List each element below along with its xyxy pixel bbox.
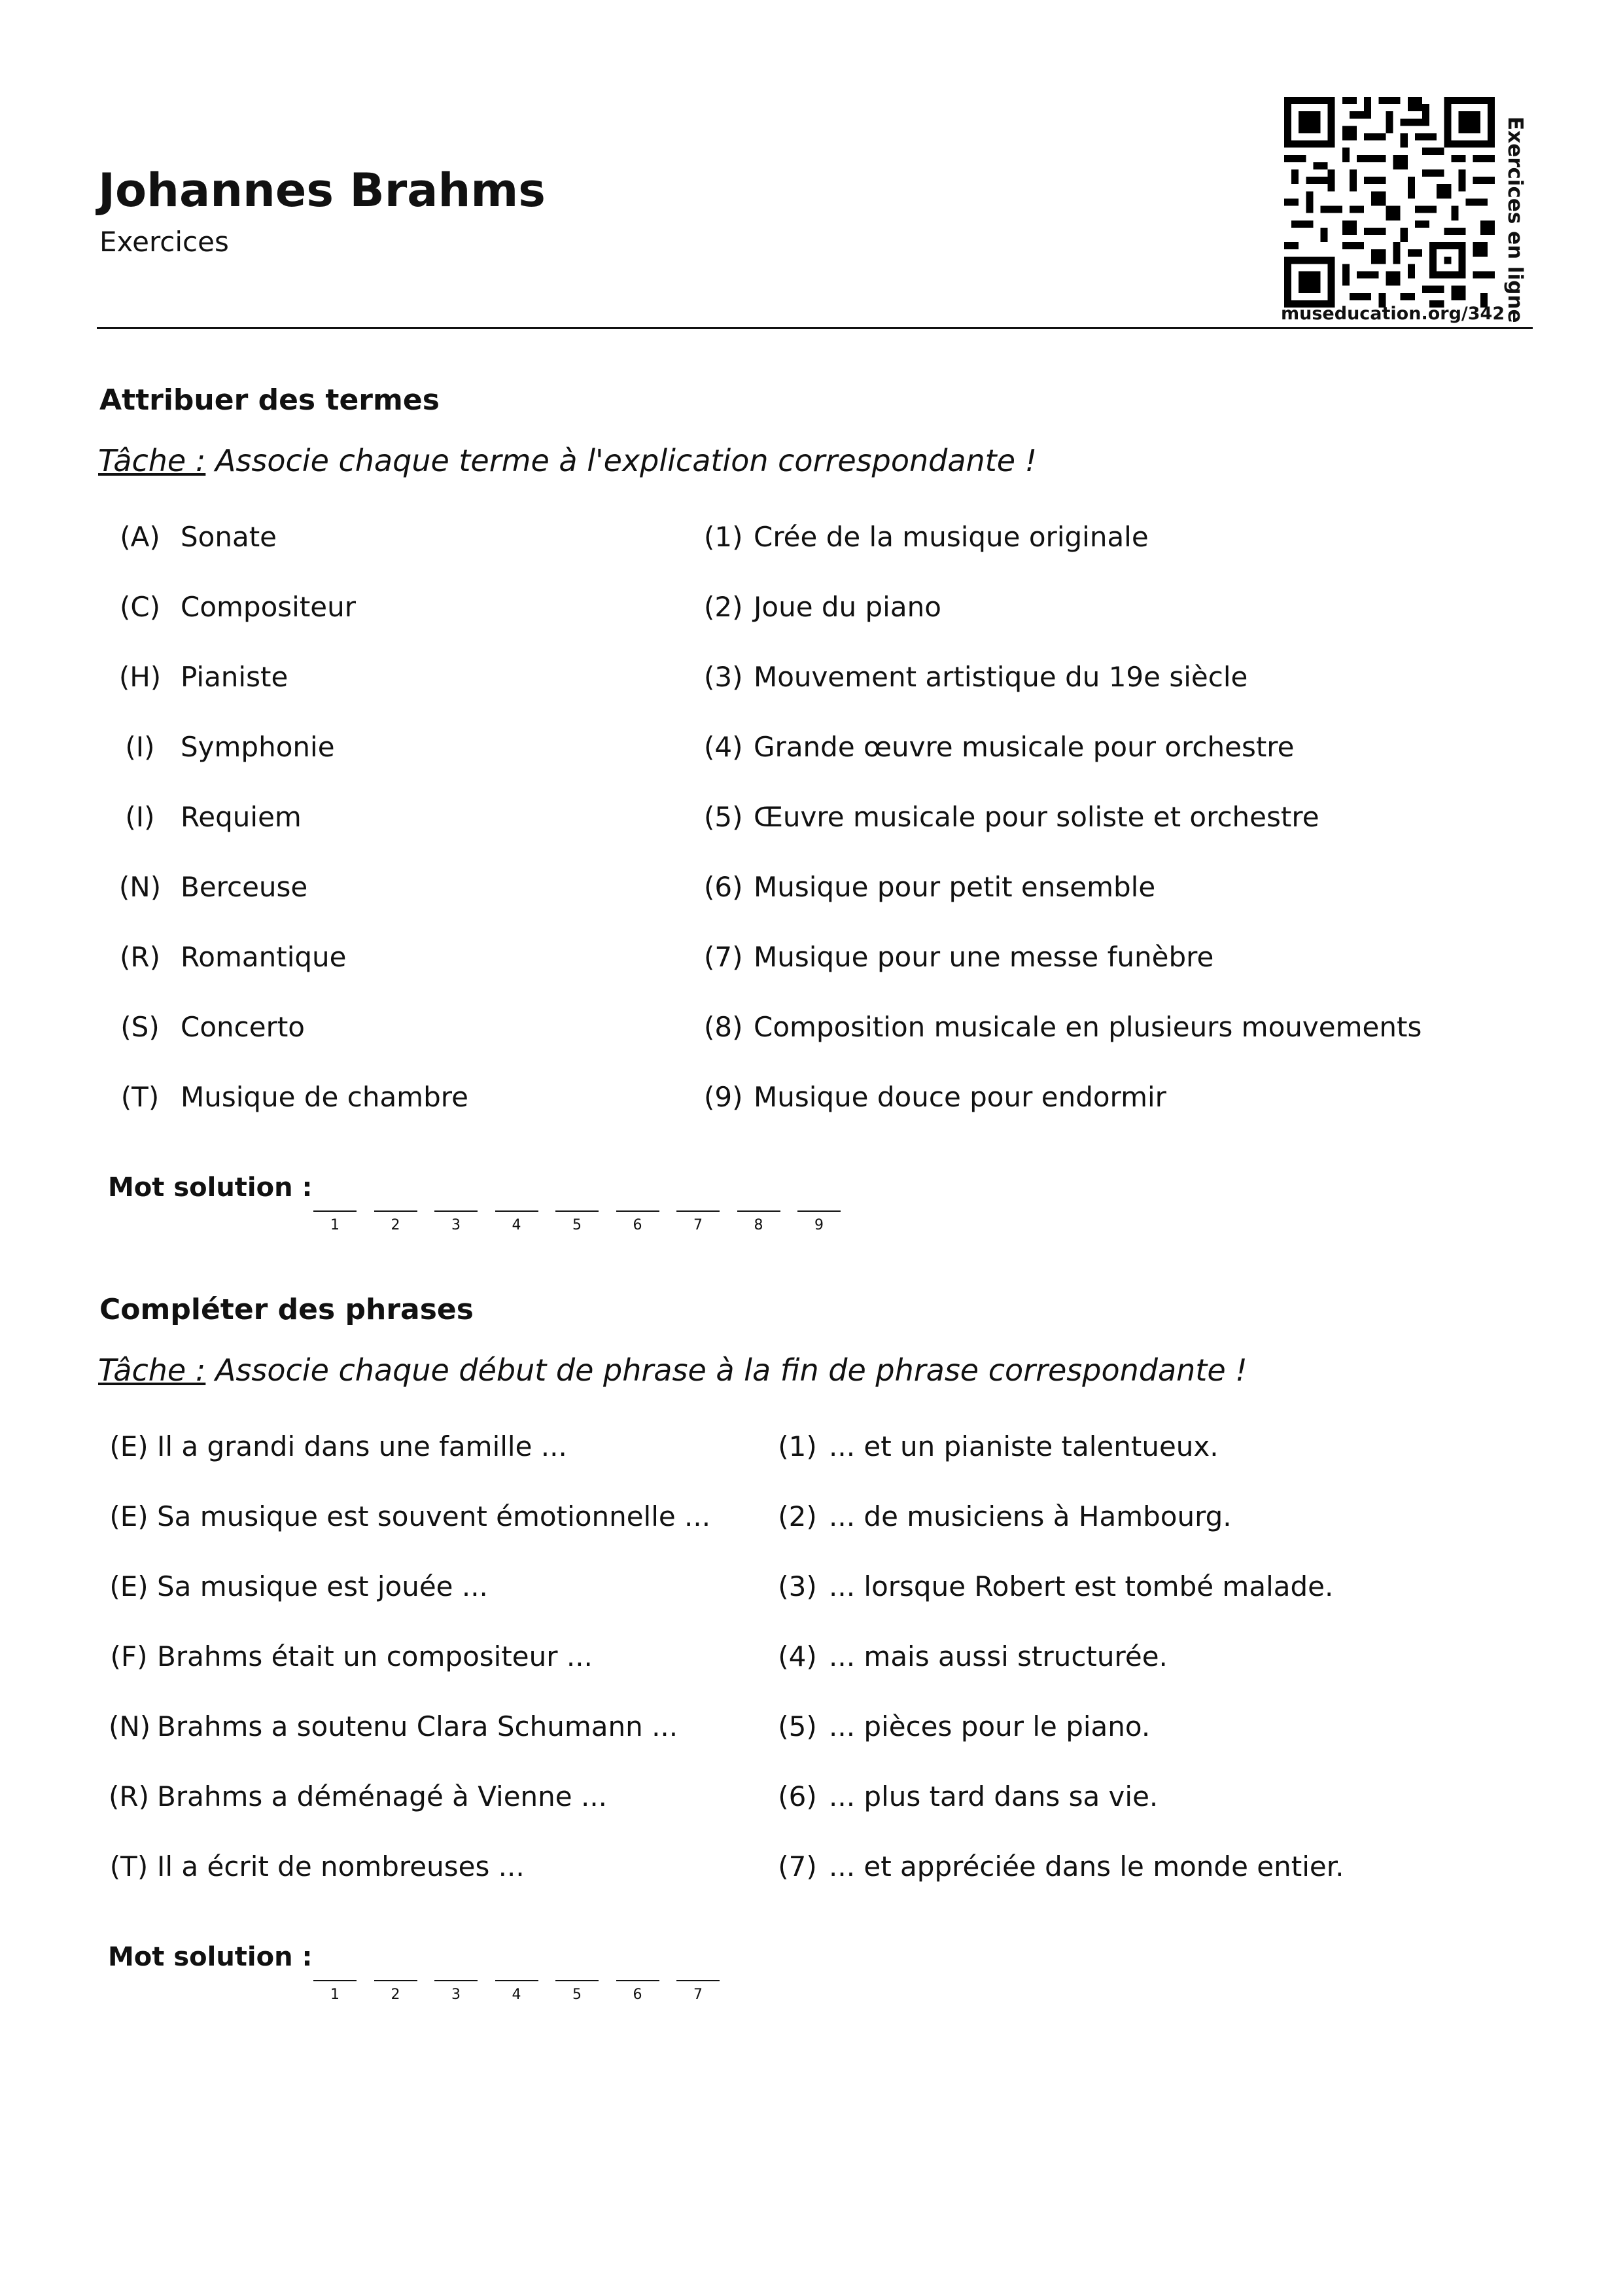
online-exercises-label: Exercices en ligne xyxy=(1503,116,1527,323)
definition-item-label: (4) xyxy=(704,731,743,763)
definition-item-label: (1) xyxy=(704,521,743,553)
blank-number: 5 xyxy=(572,1987,582,2003)
definition-item-text: Crée de la musique originale xyxy=(754,521,1149,553)
definition-item xyxy=(704,938,1213,977)
term-item-text: Sonate xyxy=(181,521,277,553)
blank-line xyxy=(676,1980,720,1981)
blank-line xyxy=(495,1980,538,1981)
page-title: Johannes Brahms xyxy=(98,164,546,217)
definition-item xyxy=(704,1008,1422,1047)
blank-number: 5 xyxy=(572,1217,582,1233)
solution-blank[interactable] xyxy=(434,1186,478,1231)
term-item-label: (I) xyxy=(125,731,155,763)
definition-item xyxy=(704,588,941,627)
sentence-ending-item-text: ... pièces pour le piano. xyxy=(829,1710,1151,1742)
definition-item-label: (8) xyxy=(704,1011,743,1043)
solution-blank[interactable] xyxy=(616,1186,659,1231)
sentence-ending-item-label: (1) xyxy=(778,1430,817,1462)
blank-number: 2 xyxy=(391,1217,400,1233)
definition-item-label: (3) xyxy=(704,661,743,693)
qr-url-link[interactable]: museducation.org/342 xyxy=(1281,304,1505,324)
blank-line xyxy=(797,1210,841,1212)
definition-item-text: Œuvre musicale pour soliste et orchestre xyxy=(754,801,1319,833)
term-item xyxy=(116,728,335,767)
solution-label-sentences: Mot solution : xyxy=(108,1942,313,1972)
sentence-start-item-label: (N) xyxy=(109,1710,151,1742)
definition-item-text: Musique douce pour endormir xyxy=(754,1081,1166,1113)
sentence-ending-item-label: (5) xyxy=(778,1710,817,1742)
solution-blank[interactable] xyxy=(374,1186,417,1231)
sentence-start-item-text: Sa musique est jouée ... xyxy=(157,1570,488,1602)
blank-number: 6 xyxy=(633,1217,642,1233)
section-heading-terms: Attribuer des termes xyxy=(99,383,440,417)
blank-number: 3 xyxy=(451,1987,461,2003)
task-label: Tâche : xyxy=(98,1352,206,1388)
blank-line xyxy=(313,1210,357,1212)
solution-blank[interactable] xyxy=(676,1955,720,2001)
blank-number: 6 xyxy=(633,1987,642,2003)
task-text: Associe chaque terme à l'explication correspondante ! xyxy=(205,443,1038,478)
sentence-ending-item-label: (7) xyxy=(778,1850,817,1882)
term-item-label: (A) xyxy=(120,521,160,553)
blank-line xyxy=(434,1980,478,1981)
blank-line xyxy=(676,1210,720,1212)
sentence-ending-item xyxy=(777,1567,1333,1606)
term-item xyxy=(116,1008,305,1047)
task-instruction-sentences xyxy=(98,1352,1248,1388)
definition-item-label: (6) xyxy=(704,871,743,903)
sentence-ending-item xyxy=(777,1637,1168,1676)
sentence-ending-item-text: ... et un pianiste talentueux. xyxy=(829,1430,1219,1462)
task-instruction-terms xyxy=(98,443,1037,478)
sentence-ending-item xyxy=(777,1777,1158,1816)
term-item xyxy=(116,588,356,627)
term-item-label: (S) xyxy=(120,1011,160,1043)
term-item-text: Symphonie xyxy=(181,731,335,763)
term-item-label: (T) xyxy=(120,1081,160,1113)
sentence-ending-item-label: (6) xyxy=(778,1780,817,1812)
blank-number: 4 xyxy=(512,1217,521,1233)
definition-item-text: Musique pour petit ensemble xyxy=(754,871,1156,903)
sentence-ending-item-label: (3) xyxy=(778,1570,817,1602)
blank-line xyxy=(737,1210,780,1212)
header-divider xyxy=(97,327,1533,329)
qr-code-icon[interactable] xyxy=(1284,97,1495,308)
blank-line xyxy=(616,1980,659,1981)
sentence-start-item xyxy=(109,1497,710,1536)
blank-line xyxy=(374,1210,417,1212)
definition-item-label: (2) xyxy=(704,591,743,623)
solution-blank[interactable] xyxy=(495,1186,538,1231)
term-item-label: (H) xyxy=(118,661,162,693)
sentence-start-item-text: Brahms était un compositeur ... xyxy=(157,1640,593,1672)
sentence-start-item-label: (T) xyxy=(109,1850,148,1882)
sentence-ending-item-text: ... mais aussi structurée. xyxy=(829,1640,1168,1672)
term-item xyxy=(116,798,302,837)
term-item-text: Musique de chambre xyxy=(181,1081,468,1113)
sentence-ending-item-text: ... et appréciée dans le monde entier. xyxy=(829,1850,1344,1882)
blank-line xyxy=(374,1980,417,1981)
definition-item-text: Musique pour une messe funèbre xyxy=(754,941,1214,973)
blank-line xyxy=(434,1210,478,1212)
blank-number: 1 xyxy=(330,1217,340,1233)
sentence-start-item-label: (R) xyxy=(109,1780,149,1812)
term-item xyxy=(116,868,307,907)
solution-label-terms: Mot solution : xyxy=(108,1173,313,1203)
blank-line xyxy=(495,1210,538,1212)
blank-number: 7 xyxy=(693,1217,703,1233)
definition-item xyxy=(704,868,1155,907)
term-item-text: Requiem xyxy=(181,801,302,833)
task-label: Tâche : xyxy=(98,443,206,478)
solution-blank[interactable] xyxy=(676,1186,720,1231)
term-item xyxy=(116,938,347,977)
sentence-ending-item-text: ... plus tard dans sa vie. xyxy=(829,1780,1159,1812)
blank-number: 1 xyxy=(330,1987,340,2003)
term-item-text: Romantique xyxy=(181,941,347,973)
sentence-start-item xyxy=(109,1777,607,1816)
sentence-start-item-label: (E) xyxy=(109,1500,148,1532)
term-item-label: (I) xyxy=(125,801,155,833)
solution-blank[interactable] xyxy=(555,1955,599,2001)
solution-blank[interactable] xyxy=(313,1186,357,1231)
definition-item-label: (5) xyxy=(704,801,743,833)
term-item-text: Berceuse xyxy=(181,871,308,903)
solution-blank[interactable] xyxy=(495,1955,538,2001)
blank-number: 9 xyxy=(814,1217,824,1233)
sentence-start-item xyxy=(109,1847,525,1886)
task-text: Associe chaque début de phrase à la fin de phrase correspondante ! xyxy=(205,1352,1248,1388)
term-item-label: (N) xyxy=(118,871,162,903)
definition-item xyxy=(704,658,1248,697)
blank-line xyxy=(313,1980,357,1981)
sentence-start-item-text: Il a écrit de nombreuses ... xyxy=(157,1850,525,1882)
sentence-start-item-label: (F) xyxy=(110,1640,148,1672)
blank-number: 4 xyxy=(512,1987,521,2003)
term-item xyxy=(116,658,288,697)
sentence-ending-item xyxy=(777,1847,1344,1886)
definition-item xyxy=(704,518,1149,557)
solution-blank[interactable] xyxy=(434,1955,478,2001)
definition-item-text: Joue du piano xyxy=(754,591,941,623)
definition-item xyxy=(704,798,1319,837)
definition-item-text: Mouvement artistique du 19e siècle xyxy=(754,661,1248,693)
blank-number: 2 xyxy=(391,1987,400,2003)
definition-item xyxy=(704,1078,1166,1117)
blank-number: 3 xyxy=(451,1217,461,1233)
blank-number: 8 xyxy=(754,1217,763,1233)
term-item-text: Concerto xyxy=(181,1011,305,1043)
sentence-ending-item-text: ... lorsque Robert est tombé malade. xyxy=(829,1570,1334,1602)
definition-item xyxy=(704,728,1295,767)
solution-blank[interactable] xyxy=(555,1186,599,1231)
solution-blank[interactable] xyxy=(616,1955,659,2001)
blank-line xyxy=(555,1980,599,1981)
sentence-ending-item-text: ... de musiciens à Hambourg. xyxy=(829,1500,1232,1532)
sentence-ending-item xyxy=(777,1497,1232,1536)
term-item-label: (C) xyxy=(119,591,161,623)
definition-item-text: Grande œuvre musicale pour orchestre xyxy=(754,731,1295,763)
solution-blank[interactable] xyxy=(313,1955,357,2001)
sentence-ending-item xyxy=(777,1427,1219,1466)
solution-blank[interactable] xyxy=(737,1186,780,1231)
term-item-text: Compositeur xyxy=(181,591,357,623)
sentence-ending-item-label: (4) xyxy=(778,1640,817,1672)
solution-blank[interactable] xyxy=(374,1955,417,2001)
term-item-text: Pianiste xyxy=(181,661,288,693)
term-item xyxy=(116,518,277,557)
blank-line xyxy=(616,1210,659,1212)
page-subtitle: Exercices xyxy=(99,226,229,258)
sentence-start-item xyxy=(109,1637,593,1676)
sentence-ending-item-label: (2) xyxy=(778,1500,817,1532)
sentence-start-item-text: Sa musique est souvent émotionnelle ... xyxy=(157,1500,711,1532)
blank-line xyxy=(555,1210,599,1212)
term-item-label: (R) xyxy=(120,941,160,973)
sentence-start-item xyxy=(109,1707,678,1746)
definition-item-text: Composition musicale en plusieurs mouvements xyxy=(754,1011,1422,1043)
sentence-start-item-label: (E) xyxy=(109,1570,148,1602)
sentence-start-item-text: Brahms a déménagé à Vienne ... xyxy=(157,1780,608,1812)
sentence-start-item-label: (E) xyxy=(109,1430,148,1462)
sentence-start-item-text: Brahms a soutenu Clara Schumann ... xyxy=(157,1710,678,1742)
section-heading-sentences: Compléter des phrases xyxy=(99,1293,474,1326)
definition-item-label: (7) xyxy=(704,941,743,973)
sentence-ending-item xyxy=(777,1707,1150,1746)
definition-item-label: (9) xyxy=(704,1081,743,1113)
sentence-start-item-text: Il a grandi dans une famille ... xyxy=(157,1430,567,1462)
sentence-start-item xyxy=(109,1427,567,1466)
term-item xyxy=(116,1078,468,1117)
solution-blank[interactable] xyxy=(797,1186,841,1231)
blank-number: 7 xyxy=(693,1987,703,2003)
sentence-start-item xyxy=(109,1567,488,1606)
